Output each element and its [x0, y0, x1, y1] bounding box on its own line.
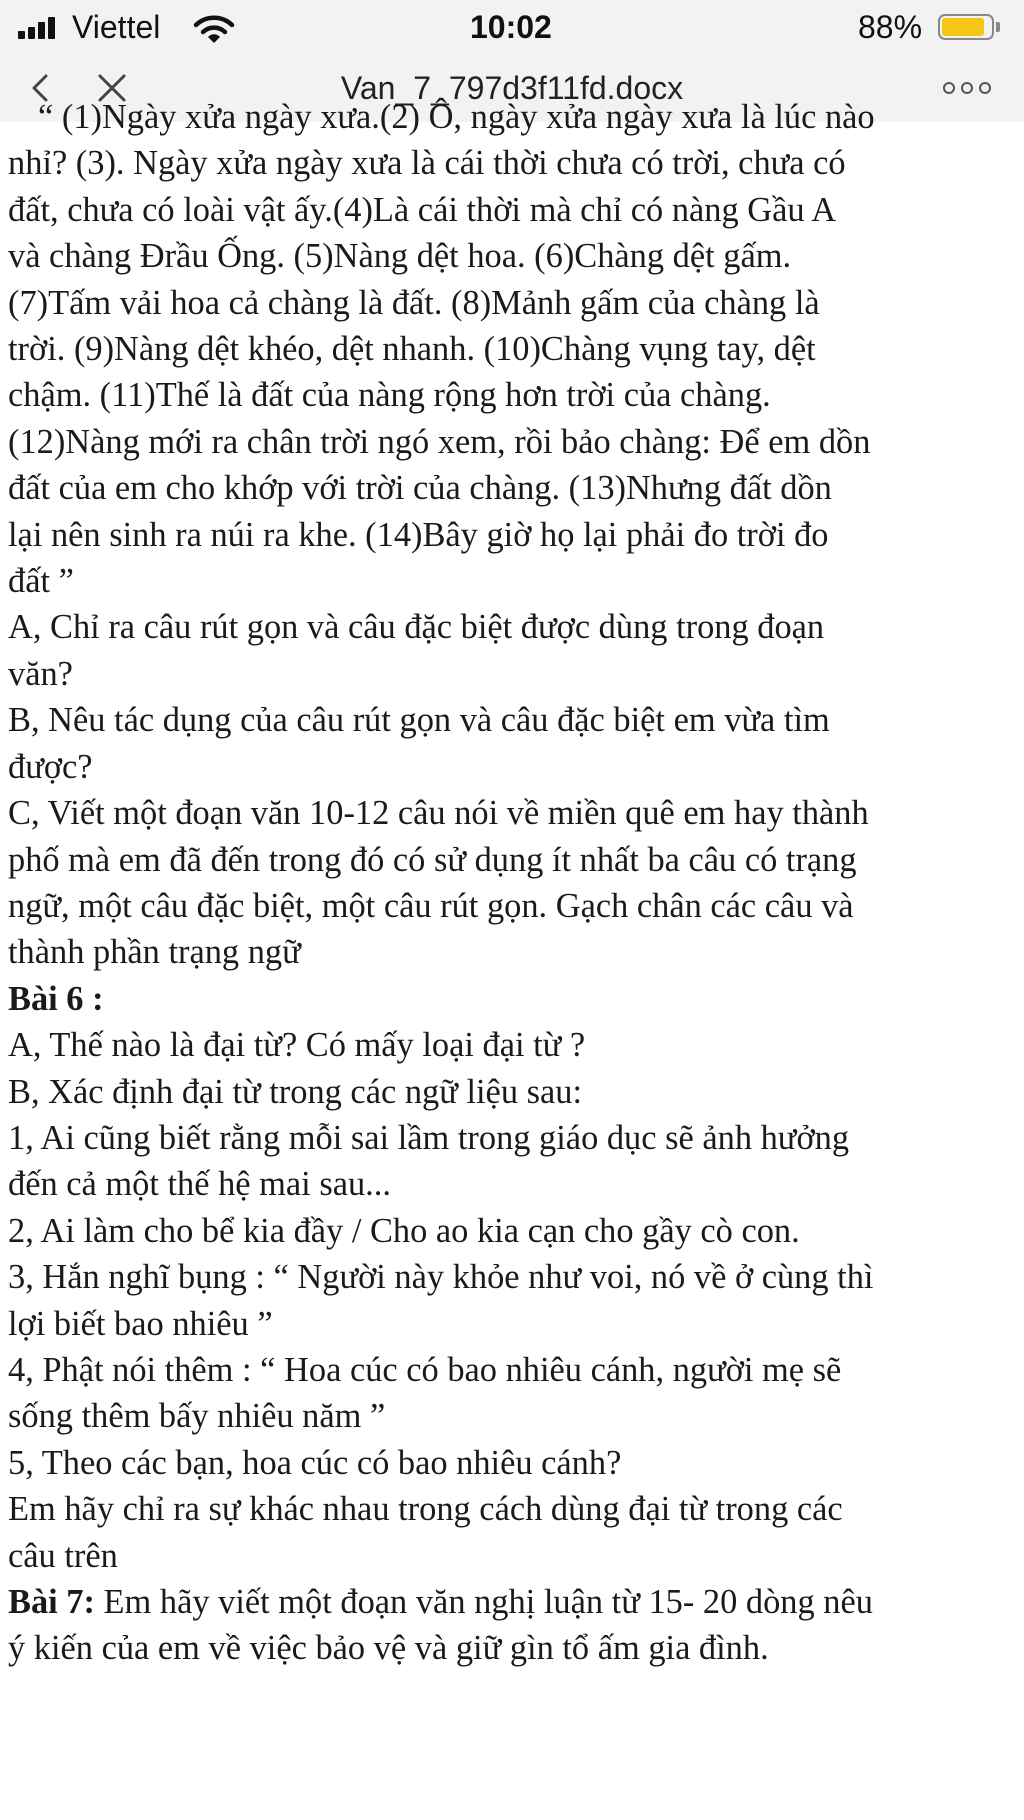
document-content	[8, 94, 1013, 1672]
document-line: lại nên sinh ra núi ra khe. (14)Bây giờ họ lại phải đo trời đo	[8, 515, 829, 554]
signal-icon	[18, 17, 62, 39]
document-line: văn?	[8, 654, 73, 693]
document-line: được?	[8, 747, 93, 786]
carrier-name: Viettel	[72, 9, 161, 45]
wifi-icon	[194, 14, 234, 44]
question-a: A, Chỉ ra câu rút gọn và câu đặc biệt được dùng trong đoạn	[8, 608, 825, 647]
document-line: đất ”	[8, 562, 74, 601]
document-line: 4, Phật nói thêm : “ Hoa cúc có bao nhiêu cánh, người mẹ sẽ	[8, 1350, 842, 1389]
document-line: (7)Tấm vải hoa cả chàng là đất. (8)Mảnh gấm của chàng là	[8, 283, 820, 322]
document-title: Van_7_797d3f11fd.docx	[340, 70, 684, 106]
bai-6-heading	[8, 976, 1013, 1022]
document-line: câu trên	[8, 1536, 118, 1575]
bai-7-line	[8, 1579, 1013, 1625]
battery-percent: 88%	[858, 9, 923, 45]
document-line: (12)Nàng mới ra chân trời ngó xem, rồi bảo chàng: Để em dồn	[8, 422, 871, 461]
document-line: đến cả một thế hệ mai sau...	[8, 1165, 391, 1204]
document-line: lợi biết bao nhiêu ”	[8, 1304, 273, 1343]
document-line: 2, Ai làm cho bể kia đầy / Cho ao kia cạn cho gầy cò con.	[8, 1211, 800, 1250]
document-line: A, Thế nào là đại từ? Có mấy loại đại từ ?	[8, 1026, 586, 1065]
document-line: chậm. (11)Thế là đất của nàng rộng hơn trời của chàng.	[8, 376, 771, 415]
battery-level	[942, 18, 984, 36]
document-line: và chàng Đrầu Ống. (5)Nàng dệt hoa. (6)Chàng dệt gấm.	[8, 237, 792, 276]
document-line: trời. (9)Nàng dệt khéo, dệt nhanh. (10)Chàng vụng tay, dệt	[8, 330, 816, 369]
document-line: sống thêm bấy nhiêu năm ”	[8, 1397, 386, 1436]
status-time: 10:02	[470, 9, 552, 45]
document-line: ý kiến của em về việc bảo vệ và giữ gìn tổ ấm gia đình.	[8, 1629, 769, 1668]
document-line: phố mà em đã đến trong đó có sử dụng ít nhất ba câu có trạng	[8, 840, 857, 879]
battery-icon	[938, 14, 1002, 42]
document-line: 3, Hắn nghĩ bụng : “ Người này khỏe như voi, nó về ở cùng thì	[8, 1258, 874, 1297]
document-line: đất, chưa có loài vật ấy.(4)Là cái thời mà chỉ có nàng Gầu A	[8, 190, 837, 229]
document-line: “ (1)Ngày xửa ngày xưa.(2) Ô, ngày xửa ngày xưa là lúc nào	[38, 98, 875, 136]
document-line: 5, Theo các bạn, hoa cúc có bao nhiêu cánh?	[8, 1443, 622, 1482]
document-line: thành phần trạng ngữ	[8, 933, 301, 972]
question-b: B, Nêu tác dụng của câu rút gọn và câu đặc biệt em vừa tìm	[8, 701, 830, 740]
bai-6-heading-text: Bài 6 :	[8, 979, 104, 1018]
document-line: B, Xác định đại từ trong các ngữ liệu sau:	[8, 1072, 583, 1111]
document-line: nhỉ? (3). Ngày xửa ngày xưa là cái thời chưa có trời, chưa có	[8, 144, 846, 183]
document-line: ngữ, một câu đặc biệt, một câu rút gọn. Gạch chân các câu và	[8, 886, 854, 925]
status-bar	[0, 0, 1024, 56]
document-line: Em hãy chỉ ra sự khác nhau trong cách dùng đại từ trong các	[8, 1490, 843, 1529]
document-line: đất của em cho khớp với trời của chàng. (13)Nhưng đất dồn	[8, 469, 832, 508]
bai-7-text: Em hãy viết một đoạn văn nghị luận từ 15- 20 dòng nêu	[94, 1583, 873, 1621]
bai-7-heading: Bài 7:	[8, 1583, 95, 1621]
question-c: C, Viết một đoạn văn 10-12 câu nói về miền quê em hay thành	[8, 794, 869, 833]
document-viewer[interactable]	[8, 98, 1013, 1820]
document-line: 1, Ai cũng biết rằng mỗi sai lầm trong giáo dục sẽ ảnh hưởng	[8, 1118, 850, 1157]
